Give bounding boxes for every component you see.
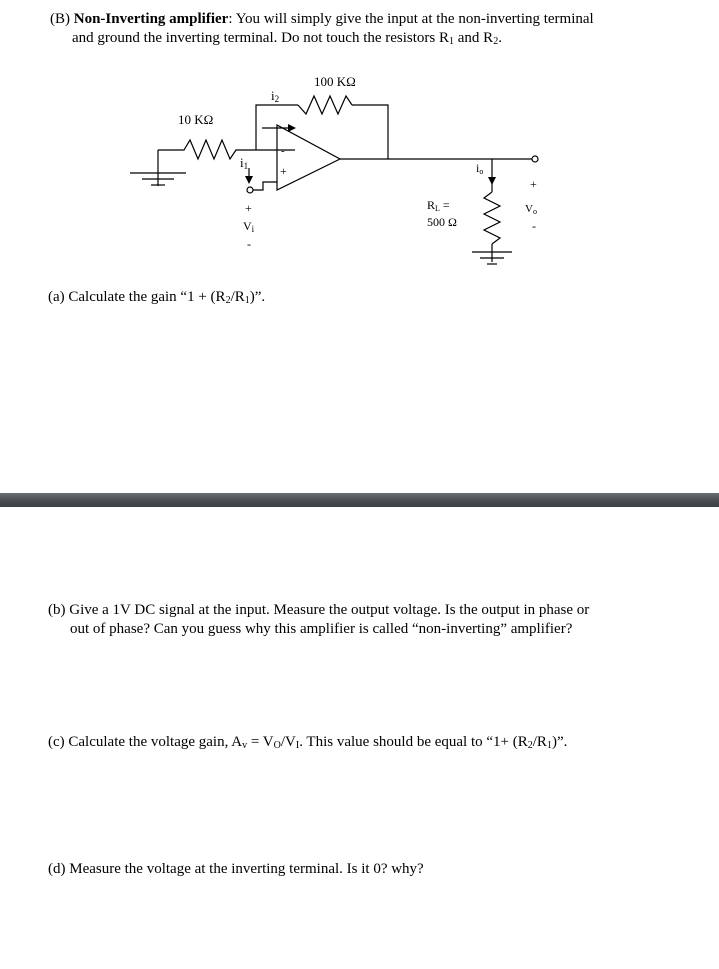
left-ground-symbol xyxy=(130,150,186,186)
rl-value: 500 Ω xyxy=(427,215,457,229)
vi-plus-sign: + xyxy=(245,201,252,215)
feedback-wire-right xyxy=(352,105,388,159)
i1-label: i1 xyxy=(240,155,249,171)
question-b-line-2: out of phase? Can you guess why this amplifier is called “non-inverting” amplifier? xyxy=(70,621,573,637)
opamp-inverting-sign: - xyxy=(281,145,285,157)
question-c-text-1: (c) Calculate the voltage gain, A xyxy=(48,734,243,750)
intro-label: (B) xyxy=(50,11,70,27)
r2-label: 100 KΩ xyxy=(314,74,356,89)
intro-end: . xyxy=(498,30,502,46)
question-d-text: (d) Measure the voltage at the inverting terminal. Is it 0? why? xyxy=(48,861,424,877)
question-c-text-5: /R xyxy=(532,734,547,750)
i2-arrow-head xyxy=(288,124,296,132)
question-a-sub-2: 1 xyxy=(244,295,250,306)
intro-and: and R xyxy=(454,30,494,46)
io-label: io xyxy=(476,161,484,176)
opamp-noninverting-sign: + xyxy=(280,164,287,178)
intro-text-a: : You will simply give the input at the non-inverting terminal xyxy=(228,11,594,27)
question-a-text-3: )”. xyxy=(249,289,266,305)
circuit-diagram xyxy=(0,0,719,300)
noninverting-input-wire xyxy=(252,182,277,190)
r2-resistor xyxy=(298,96,352,114)
question-c-text-2: = V xyxy=(247,734,274,750)
output-terminal xyxy=(532,156,538,162)
vo-plus-sign: + xyxy=(530,177,537,191)
question-b xyxy=(48,601,688,639)
vi-label: Vi xyxy=(243,219,255,234)
r1-label: 10 KΩ xyxy=(178,112,214,127)
question-c-sub-5: 1 xyxy=(546,740,552,751)
rl-resistor xyxy=(484,192,500,244)
page-divider-bar xyxy=(0,493,719,507)
question-c-sub-2: O xyxy=(273,740,281,751)
question-c-text-4: . This value should be equal to “1+ (R xyxy=(299,734,528,750)
question-c-text-3: /V xyxy=(280,734,296,750)
question-a-sub-1: 2 xyxy=(225,295,231,306)
vo-label: Vo xyxy=(525,203,537,216)
question-b-line-1: (b) Give a 1V DC signal at the input. Measure the output voltage. Is the output in phase or xyxy=(48,602,590,618)
io-arrow-head xyxy=(488,177,496,185)
question-a-text-1: (a) Calculate the gain “1 + (R xyxy=(48,289,226,305)
question-c xyxy=(48,733,567,752)
question-c-text-6: )”. xyxy=(551,734,568,750)
rl-label: RL = xyxy=(427,198,450,213)
question-d xyxy=(48,860,424,879)
intro-sub-1: 1 xyxy=(449,36,455,47)
question-a xyxy=(48,288,265,307)
question-c-sub-1: v xyxy=(242,740,248,751)
intro-text-b: and ground the inverting terminal. Do not touch the resistors R xyxy=(72,30,450,46)
i2-label: i2 xyxy=(271,88,280,104)
i1-arrow-head xyxy=(245,176,253,184)
opamp-triangle xyxy=(277,125,340,190)
question-c-sub-4: 2 xyxy=(527,740,533,751)
input-terminal xyxy=(247,187,253,193)
intro-title: Non-Inverting amplifier xyxy=(73,11,229,27)
question-a-text-2: /R xyxy=(230,289,245,305)
intro-sub-2: 2 xyxy=(493,36,499,47)
question-c-sub-3: I xyxy=(295,740,300,751)
vi-minus-sign: - xyxy=(247,237,251,251)
vo-minus-sign: - xyxy=(532,219,536,233)
